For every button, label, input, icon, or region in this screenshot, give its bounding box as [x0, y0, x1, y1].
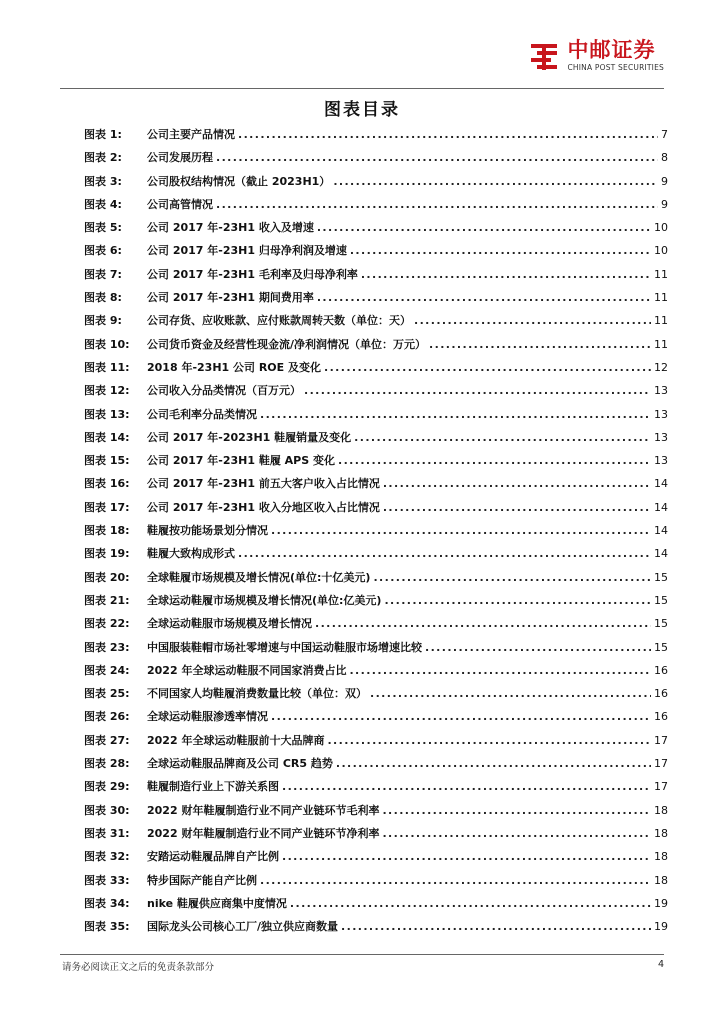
toc-entry[interactable]	[84, 149, 668, 172]
toc-entry-title[interactable]: 公司 2017 年-23H1 毛利率及归母净利率	[147, 267, 358, 281]
disclaimer-note: 请务必阅读正文之后的免责条款部分	[62, 962, 215, 973]
toc-entry-page[interactable]: 15	[654, 617, 668, 631]
toc-entry[interactable]	[84, 918, 668, 941]
toc-entry[interactable]	[84, 662, 668, 685]
toc-entry-page[interactable]: 11	[654, 337, 668, 351]
toc-dot-leader	[315, 617, 651, 630]
toc-entry-label: 图表 18:	[84, 524, 130, 538]
toc-entry-title[interactable]: nike 鞋履供应商集中度情况	[147, 896, 287, 910]
table-of-figures	[84, 126, 668, 941]
toc-entry-label: 图表 5:	[84, 221, 122, 235]
toc-entry[interactable]	[84, 312, 668, 335]
toc-entry[interactable]	[84, 872, 668, 895]
toc-entry[interactable]	[84, 825, 668, 848]
toc-entry-page[interactable]: 17	[654, 733, 668, 747]
toc-entry-label: 图表 2:	[84, 151, 122, 165]
toc-entry-page[interactable]: 16	[654, 710, 668, 724]
toc-entry-label: 图表 6:	[84, 244, 122, 258]
header-divider	[60, 88, 664, 89]
toc-entry-title[interactable]: 全球运动鞋服市场规模及增长情况	[147, 617, 312, 631]
toc-entry-label: 图表 11:	[84, 360, 130, 374]
toc-dot-leader	[238, 547, 651, 560]
toc-entry-page[interactable]: 16	[654, 663, 668, 677]
toc-entry-label: 图表 9:	[84, 314, 122, 328]
toc-dot-leader	[373, 571, 651, 584]
china-post-logo-icon	[527, 40, 561, 74]
page-number: 4	[657, 959, 664, 970]
toc-dot-leader	[238, 128, 658, 141]
toc-dot-leader	[383, 477, 651, 490]
toc-dot-leader	[349, 664, 651, 677]
toc-dot-leader	[382, 804, 651, 817]
toc-entry[interactable]	[84, 499, 668, 522]
toc-dot-leader	[338, 454, 651, 467]
toc-dot-leader	[384, 594, 651, 607]
toc-entry[interactable]	[84, 895, 668, 918]
toc-entry[interactable]	[84, 639, 668, 662]
toc-entry-title[interactable]: 国际龙头公司核心工厂/独立供应商数量	[147, 920, 339, 934]
toc-entry-page[interactable]: 17	[654, 757, 668, 771]
toc-entry-label: 图表 32:	[84, 850, 130, 864]
toc-dot-leader	[290, 897, 651, 910]
toc-dot-leader	[350, 244, 651, 257]
toc-dot-leader	[361, 268, 651, 281]
toc-entry-page[interactable]: 8	[661, 151, 668, 165]
toc-entry-title[interactable]: 公司 2017 年-23H1 鞋履 APS 变化	[147, 454, 335, 468]
toc-entry-label: 图表 13:	[84, 407, 130, 421]
toc-entry-page[interactable]: 7	[661, 128, 668, 141]
toc-entry[interactable]	[84, 173, 668, 196]
toc-entry[interactable]	[84, 685, 668, 708]
toc-entry[interactable]	[84, 219, 668, 242]
toc-entry-label: 图表 19:	[84, 547, 130, 561]
toc-entry-page[interactable]: 15	[654, 570, 668, 584]
toc-entry[interactable]	[84, 266, 668, 289]
brand-name-cn: 中邮证券	[567, 38, 656, 62]
toc-entry-label: 图表 35:	[84, 920, 130, 934]
toc-entry-label: 图表 17:	[84, 500, 130, 514]
toc-entry-title[interactable]: 中国服装鞋帽市场社零增速与中国运动鞋服市场增速比较	[147, 640, 422, 654]
toc-entry-page[interactable]: 11	[654, 314, 668, 328]
toc-entry-label: 图表 26:	[84, 710, 130, 724]
toc-entry-page[interactable]: 12	[654, 360, 668, 374]
toc-entry-label: 图表 24:	[84, 663, 130, 677]
toc-entry-title[interactable]: 公司 2017 年-2023H1 鞋履销量及变化	[147, 430, 352, 444]
toc-entry[interactable]	[84, 569, 668, 592]
toc-entry[interactable]	[84, 778, 668, 801]
toc-entry[interactable]	[84, 848, 668, 871]
toc-entry-title[interactable]: 2022 财年鞋履制造行业不同产业链环节毛利率	[147, 803, 380, 817]
toc-entry-label: 图表 8:	[84, 291, 122, 305]
toc-entry-label: 图表 1:	[84, 128, 122, 141]
toc-entry[interactable]	[84, 545, 668, 568]
toc-entry-page[interactable]: 19	[654, 896, 668, 910]
toc-entry-page[interactable]: 14	[654, 524, 668, 538]
toc-entry-label: 图表 15:	[84, 454, 130, 468]
toc-dot-leader	[216, 151, 658, 164]
toc-entry[interactable]	[84, 708, 668, 731]
toc-entry[interactable]	[84, 429, 668, 452]
toc-entry-title[interactable]: 2022 年全球运动鞋服不同国家消费占比	[147, 663, 347, 677]
toc-entry-label: 图表 3:	[84, 174, 122, 188]
toc-entry[interactable]	[84, 615, 668, 638]
footer-divider	[60, 954, 664, 955]
toc-entry-label: 图表 10:	[84, 337, 130, 351]
toc-entry[interactable]	[84, 522, 668, 545]
toc-entry-page[interactable]: 18	[654, 850, 668, 864]
toc-entry-page[interactable]: 13	[654, 430, 668, 444]
toc-dot-leader	[370, 687, 651, 700]
toc-dot-leader	[304, 384, 651, 397]
toc-dot-leader	[382, 827, 651, 840]
toc-dot-leader	[317, 291, 651, 304]
toc-entry-title[interactable]: 公司 2017 年-23H1 收入分地区收入占比情况	[147, 500, 380, 514]
toc-entry-title[interactable]: 全球鞋履市场规模及增长情况(单位:十亿美元)	[147, 570, 371, 584]
toc-dot-leader	[260, 874, 651, 887]
toc-entry-page[interactable]: 9	[661, 197, 668, 211]
toc-entry[interactable]	[84, 289, 668, 312]
toc-entry-title[interactable]: 安踏运动鞋履品牌自产比例	[147, 850, 279, 864]
toc-entry-label: 图表 25:	[84, 687, 130, 701]
toc-entry-title[interactable]: 特步国际产能自产比例	[147, 873, 257, 887]
toc-entry-title[interactable]: 公司 2017 年-23H1 收入及增速	[147, 221, 314, 235]
toc-entry-title[interactable]: 鞋履制造行业上下游关系图	[147, 780, 279, 794]
toc-entry-label: 图表 22:	[84, 617, 130, 631]
brand-name-en: CHINA POST SECURITIES	[567, 63, 664, 72]
toc-entry-title[interactable]: 公司存货、应收账款、应付账款周转天数（单位：天）	[147, 314, 411, 328]
toc-entry-title[interactable]: 鞋履按功能场景划分情况	[147, 524, 268, 538]
toc-entry-title[interactable]: 不同国家人均鞋履消费数量比较（单位：双）	[147, 687, 367, 701]
toc-dot-leader	[429, 338, 651, 351]
toc-dot-leader	[324, 361, 651, 374]
page-header	[60, 40, 664, 90]
toc-dot-leader	[260, 408, 651, 421]
toc-entry[interactable]	[84, 126, 668, 149]
toc-entry[interactable]	[84, 592, 668, 615]
toc-dot-leader	[216, 198, 658, 211]
toc-entry[interactable]	[84, 359, 668, 382]
toc-entry-label: 图表 4:	[84, 197, 122, 211]
toc-entry-label: 图表 29:	[84, 780, 130, 794]
toc-dot-leader	[282, 850, 651, 863]
toc-entry-label: 图表 20:	[84, 570, 130, 584]
toc-entry[interactable]	[84, 382, 668, 405]
toc-entry[interactable]	[84, 452, 668, 475]
toc-entry-page[interactable]: 15	[654, 593, 668, 607]
toc-entry-page[interactable]: 14	[654, 547, 668, 561]
toc-dot-leader	[414, 314, 651, 327]
toc-dot-leader	[354, 431, 651, 444]
toc-entry-page[interactable]: 18	[654, 803, 668, 817]
toc-entry-title[interactable]: 全球运动鞋履市场规模及增长情况(单位:亿美元)	[147, 593, 382, 607]
toc-entry-title[interactable]: 全球运动鞋服渗透率情况	[147, 710, 268, 724]
toc-entry-label: 图表 28:	[84, 757, 130, 771]
toc-entry-page[interactable]: 18	[654, 826, 668, 840]
toc-entry-page[interactable]: 10	[654, 244, 668, 258]
toc-entry-page[interactable]: 16	[654, 687, 668, 701]
toc-dot-leader	[317, 221, 651, 234]
toc-entry-title[interactable]: 2022 财年鞋履制造行业不同产业链环节净利率	[147, 826, 380, 840]
toc-entry-page[interactable]: 11	[654, 267, 668, 281]
toc-entry[interactable]	[84, 755, 668, 778]
toc-entry-page[interactable]: 19	[654, 920, 668, 934]
toc-entry-label: 图表 12:	[84, 384, 130, 398]
toc-entry-title[interactable]: 全球运动鞋服品牌商及公司 CR5 趋势	[147, 757, 333, 771]
toc-entry-page[interactable]: 14	[654, 500, 668, 514]
toc-entry-label: 图表 30:	[84, 803, 130, 817]
toc-entry-label: 图表 23:	[84, 640, 130, 654]
toc-entry-page[interactable]: 13	[654, 384, 668, 398]
toc-entry-label: 图表 27:	[84, 733, 130, 747]
toc-entry[interactable]	[84, 196, 668, 219]
toc-entry-label: 图表 34:	[84, 896, 130, 910]
toc-entry-title[interactable]: 公司股权结构情况（截止 2023H1）	[147, 174, 331, 188]
toc-entry-title[interactable]: 2018 年-23H1 公司 ROE 及变化	[147, 360, 322, 374]
toc-entry-title[interactable]: 公司 2017 年-23H1 归母净利润及增速	[147, 244, 347, 258]
toc-entry-page[interactable]: 11	[654, 291, 668, 305]
toc-entry-label: 图表 33:	[84, 873, 130, 887]
toc-dot-leader	[383, 501, 651, 514]
toc-entry[interactable]	[84, 406, 668, 429]
toc-entry-label: 图表 31:	[84, 826, 130, 840]
toc-entry[interactable]	[84, 242, 668, 265]
toc-entry[interactable]	[84, 336, 668, 359]
toc-dot-leader	[333, 175, 658, 188]
toc-entry-title[interactable]: 公司毛利率分品类情况	[147, 407, 257, 421]
toc-entry-title[interactable]: 公司 2017 年-23H1 前五大客户收入占比情况	[147, 477, 380, 491]
toc-dot-leader	[282, 780, 651, 793]
toc-entry-page[interactable]: 14	[654, 477, 668, 491]
toc-title: 图表目录	[324, 100, 400, 120]
toc-entry-title[interactable]: 公司高管情况	[147, 197, 213, 211]
toc-entry-page[interactable]: 18	[654, 873, 668, 887]
toc-entry-page[interactable]: 13	[654, 407, 668, 421]
toc-entry-label: 图表 14:	[84, 430, 130, 444]
toc-dot-leader	[327, 734, 651, 747]
toc-entry-title[interactable]: 公司收入分品类情况（百万元）	[147, 384, 301, 398]
toc-entry-title[interactable]: 公司发展历程	[147, 151, 213, 165]
toc-dot-leader	[341, 920, 651, 933]
toc-entry[interactable]	[84, 802, 668, 825]
toc-entry-label: 图表 21:	[84, 593, 130, 607]
toc-dot-leader	[271, 524, 651, 537]
toc-entry-title[interactable]: 2022 年全球运动鞋服前十大品牌商	[147, 733, 325, 747]
toc-entry[interactable]	[84, 732, 668, 755]
toc-entry-title[interactable]: 公司货币资金及经营性现金流/净利润情况（单位：万元）	[147, 337, 427, 351]
toc-entry-label: 图表 16:	[84, 477, 130, 491]
toc-entry-page[interactable]: 17	[654, 780, 668, 794]
toc-entry-page[interactable]: 10	[654, 221, 668, 235]
toc-entry-title[interactable]: 公司主要产品情况	[147, 128, 235, 141]
toc-dot-leader	[425, 641, 651, 654]
toc-entry-page[interactable]: 13	[654, 454, 668, 468]
toc-entry-page[interactable]: 9	[661, 174, 668, 188]
toc-entry[interactable]	[84, 475, 668, 498]
toc-entry-title[interactable]: 鞋履大致构成形式	[147, 547, 235, 561]
toc-entry-page[interactable]: 15	[654, 640, 668, 654]
toc-entry-title[interactable]: 公司 2017 年-23H1 期间费用率	[147, 291, 314, 305]
toc-entry-label: 图表 7:	[84, 267, 122, 281]
company-logo	[527, 40, 664, 84]
toc-dot-leader	[336, 757, 651, 770]
toc-dot-leader	[271, 710, 651, 723]
